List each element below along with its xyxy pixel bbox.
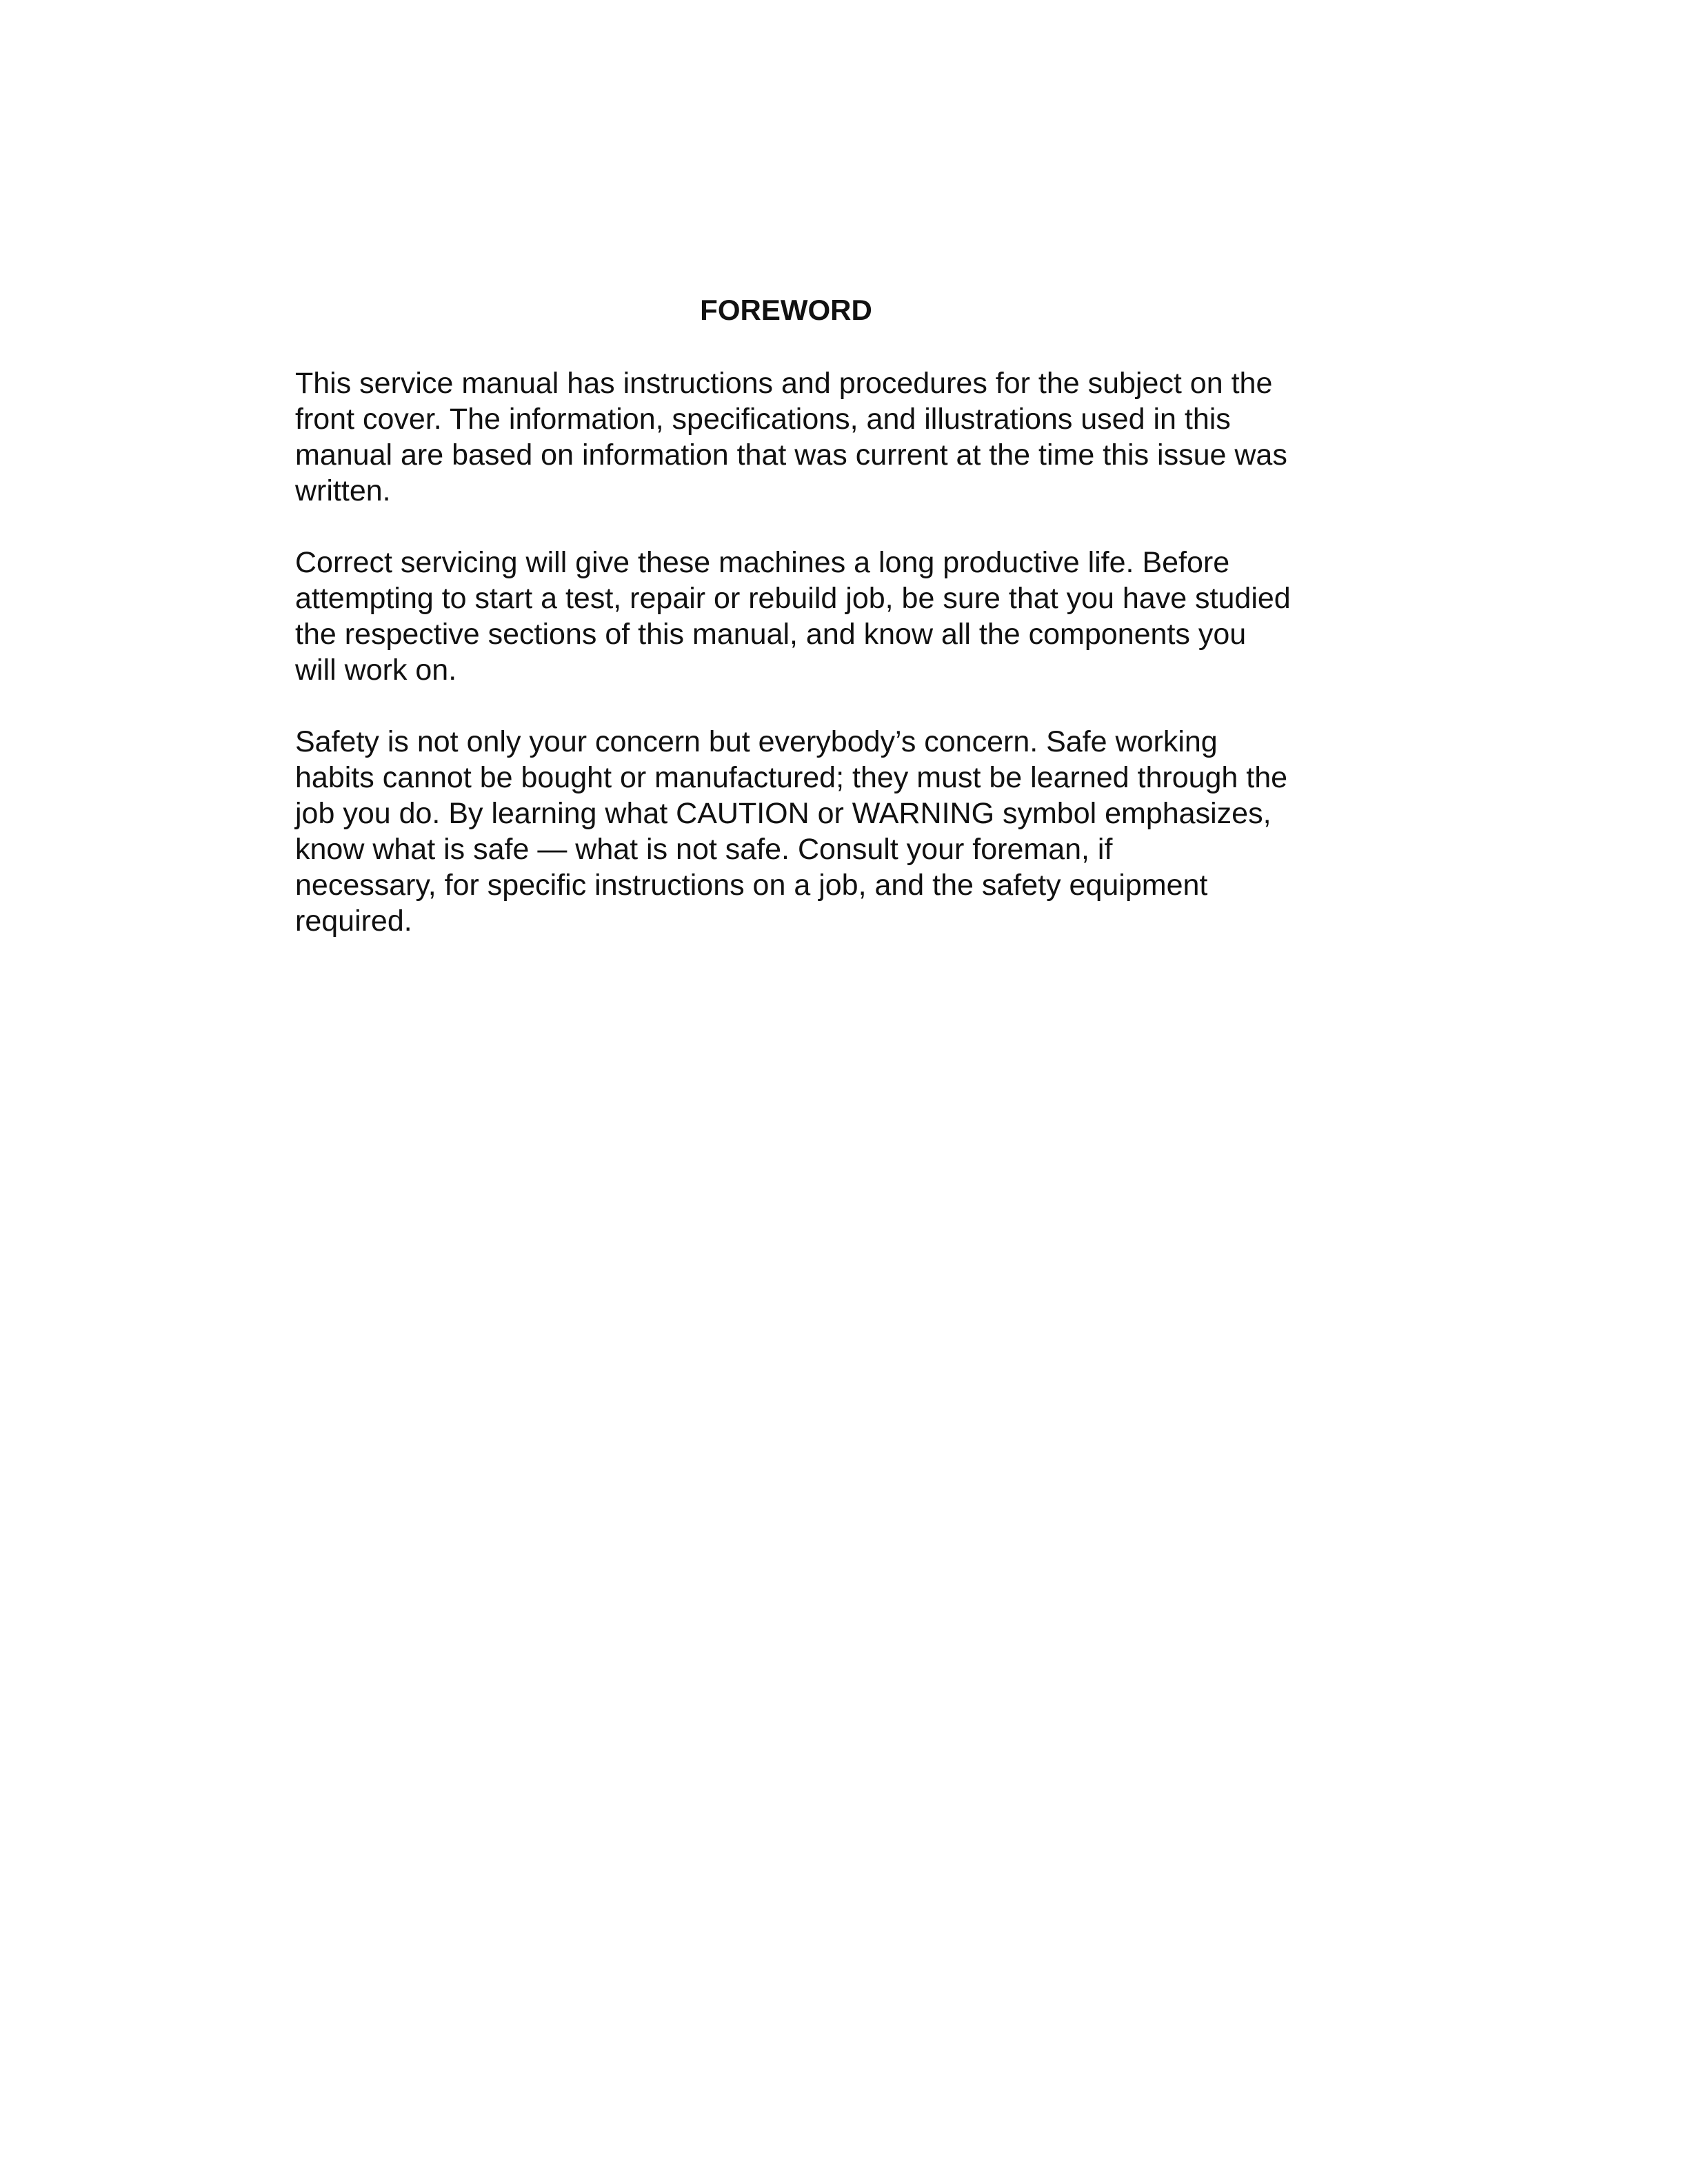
text-line: will work on. <box>295 654 457 687</box>
text-line: necessary, for specific instructions on a job, and the safety equipment <box>295 869 1208 902</box>
paragraph-intro <box>295 365 1329 509</box>
text-line: written. <box>295 474 391 507</box>
text-line: know what is safe — what is not safe. Consult your foreman, if <box>295 833 1113 866</box>
text-line: This service manual has instructions and procedures for the subject on the <box>295 367 1273 400</box>
text-line: attempting to start a test, repair or rebuild job, be sure that you have studied <box>295 582 1291 615</box>
text-line: job you do. By learning what CAUTION or WARNING symbol emphasizes, <box>295 797 1272 830</box>
foreword-body <box>295 365 1329 975</box>
text-line: front cover. The information, specifications, and illustrations used in this <box>295 403 1231 436</box>
text-line: manual are based on information that was current at the time this issue was <box>295 438 1287 472</box>
page-title: FOREWORD <box>700 294 872 326</box>
paragraph-safety <box>295 724 1329 939</box>
text-line: habits cannot be bought or manufactured; they must be learned through the <box>295 761 1288 794</box>
text-line: Safety is not only your concern but everybody’s concern. Safe working <box>295 725 1218 758</box>
text-line: Correct servicing will give these machines a long productive life. Before <box>295 546 1230 579</box>
paragraph-servicing <box>295 545 1329 688</box>
text-line: required. <box>295 904 412 938</box>
text-line: the respective sections of this manual, and know all the components you <box>295 618 1247 651</box>
